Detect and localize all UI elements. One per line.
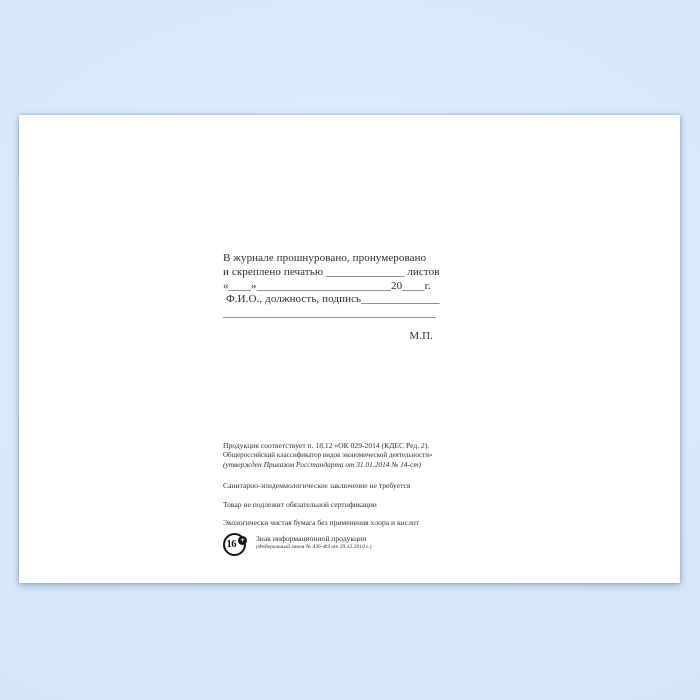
age-mark-row [223, 533, 432, 556]
binding-certification-line1: В журнале прошнуровано, пронумеровано [223, 252, 427, 264]
binding-certification-line2: и скреплено печатью ______________ листов [223, 265, 440, 278]
age-mark-label-line1: Знак информационной продукции [256, 534, 367, 544]
binding-certification-line5: ______________________________________ [223, 307, 436, 320]
age-rating-plus-icon: + [238, 536, 247, 545]
ecology-note: Экологически чистая бумага без применения хлора и кислот [223, 518, 419, 528]
age-mark-label-line2: (Федеральный закон № 436-ФЗ от 29.12.2010 г.) [256, 543, 372, 550]
age-mark-label [256, 533, 372, 551]
certification-note: Товар не подлежит обязательной сертификации [223, 499, 377, 509]
stamp-place-abbr: М.П. [409, 329, 433, 342]
age-rating-number: 16 [226, 538, 236, 550]
compliance-line2: Общероссийский классификатор видов экономической деятельности» [223, 450, 433, 459]
journal-back-page [19, 115, 680, 583]
compliance-line3: (утвержден Приказом Росстандарта от 31.01.2014 № 14-ст) [223, 460, 422, 469]
binding-certification-line3: «____»________________________20____г. [223, 279, 431, 292]
binding-certification-line4: Ф.И.О., должность, подпись______________ [226, 293, 440, 306]
age-rating-16plus-icon [223, 533, 246, 556]
binding-certification-block [223, 252, 439, 344]
compliance-line1: Продукция соответствует п. 18.12 «ОК 029-2014 (КДЕС Ред. 2). [223, 441, 430, 450]
product-info-block [223, 441, 432, 556]
sanitary-note: Санитарно-эпидемиологическое заключение не требуется [223, 480, 411, 490]
